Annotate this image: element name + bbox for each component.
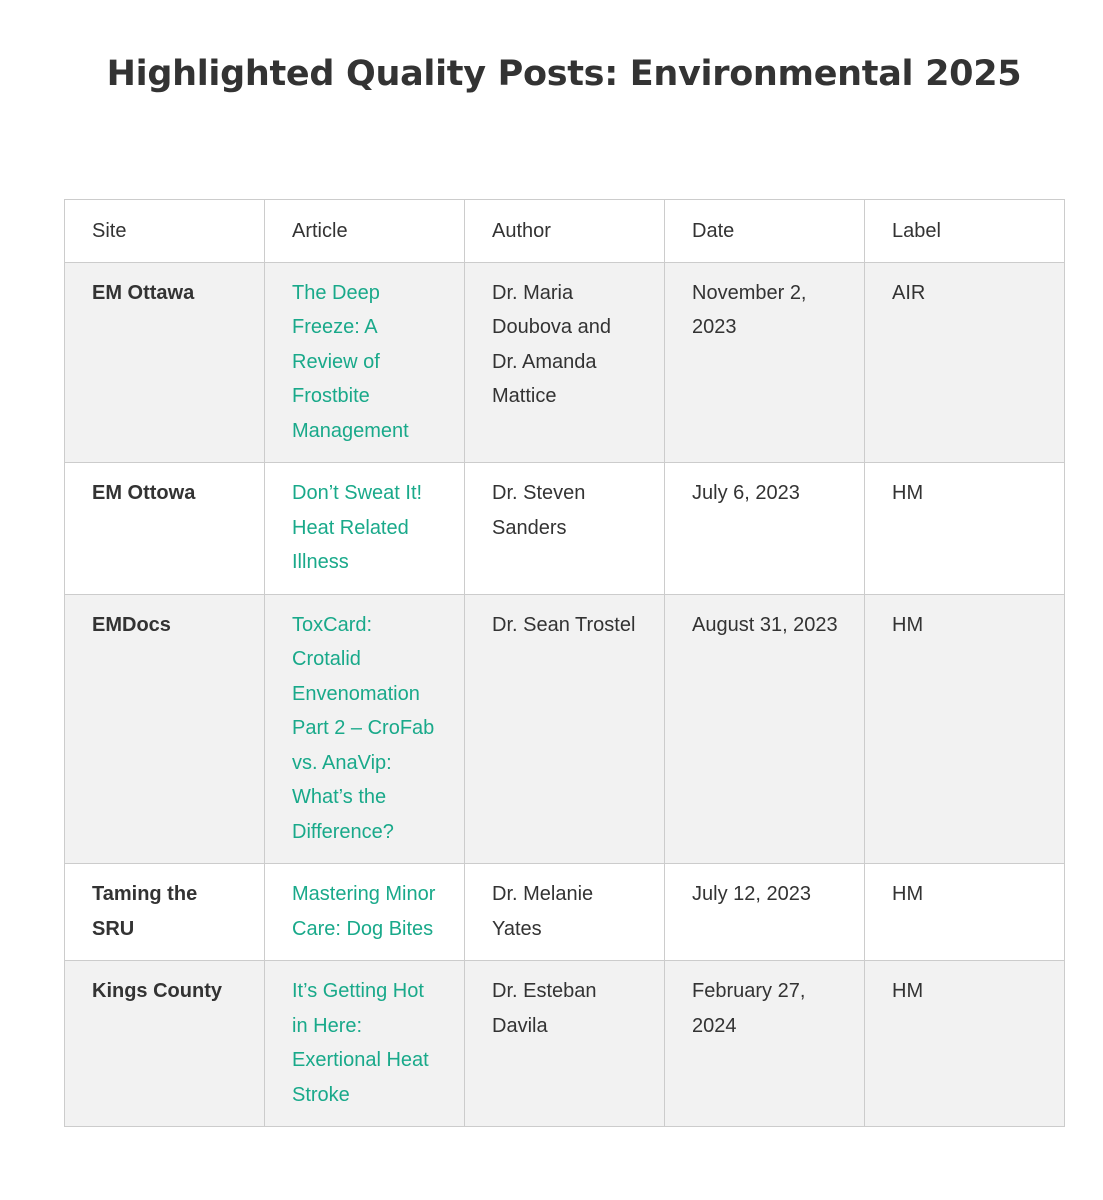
article-cell (265, 262, 465, 463)
author-cell: Dr. Maria Doubova and Dr. Amanda Mattice (465, 262, 665, 463)
table-row (65, 463, 1065, 595)
label-cell: HM (865, 864, 1065, 961)
label-cell: HM (865, 594, 1065, 864)
column-header-date: Date (665, 200, 865, 263)
article-cell (265, 961, 465, 1127)
date-cell: November 2, 2023 (665, 262, 865, 463)
column-header-label: Label (865, 200, 1065, 263)
date-cell: July 6, 2023 (665, 463, 865, 595)
column-header-site: Site (65, 200, 265, 263)
article-link[interactable]: Mastering Minor Care: Dog Bites (292, 883, 436, 940)
label-cell: HM (865, 463, 1065, 595)
date-cell: July 12, 2023 (665, 864, 865, 961)
site-cell: EM Ottowa (65, 463, 265, 595)
column-header-author: Author (465, 200, 665, 263)
site-cell: Taming the SRU (65, 864, 265, 961)
site-cell: EM Ottawa (65, 262, 265, 463)
table-row (65, 262, 1065, 463)
article-link[interactable]: ToxCard: Crotalid Envenomation Part 2 – CroFab vs. AnaVip: What’s the Difference? (292, 613, 435, 843)
date-cell: August 31, 2023 (665, 594, 865, 864)
author-cell: Dr. Esteban Davila (465, 961, 665, 1127)
author-cell: Dr. Melanie Yates (465, 864, 665, 961)
page-title: Highlighted Quality Posts: Environmental 2025 (106, 54, 1022, 94)
author-cell: Dr. Steven Sanders (465, 463, 665, 595)
site-cell: EMDocs (65, 594, 265, 864)
table-header-row (65, 200, 1065, 263)
site-cell: Kings County (65, 961, 265, 1127)
date-cell: February 27, 2024 (665, 961, 865, 1127)
article-cell (265, 463, 465, 595)
article-link[interactable]: The Deep Freeze: A Review of Frostbite Management (292, 281, 409, 442)
article-cell (265, 594, 465, 864)
label-cell: HM (865, 961, 1065, 1127)
label-cell: AIR (865, 262, 1065, 463)
table-row (65, 864, 1065, 961)
posts-table (64, 199, 1065, 1127)
table-row (65, 961, 1065, 1127)
table-row (65, 594, 1065, 864)
article-cell (265, 864, 465, 961)
author-cell: Dr. Sean Trostel (465, 594, 665, 864)
article-link[interactable]: It’s Getting Hot in Here: Exertional Heat Stroke (292, 980, 429, 1106)
column-header-article: Article (265, 200, 465, 263)
article-link[interactable]: Don’t Sweat It! Heat Related Illness (292, 482, 423, 573)
